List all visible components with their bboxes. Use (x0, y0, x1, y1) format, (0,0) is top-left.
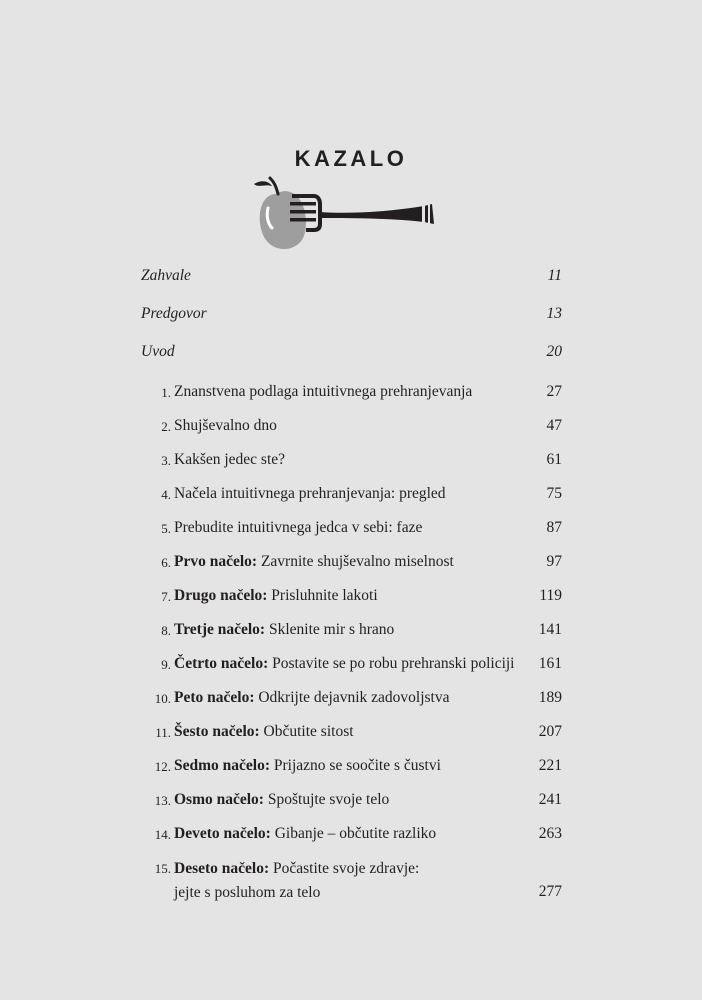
chapter-number: 1. (161, 385, 171, 400)
toc-chapter-14[interactable] (141, 820, 562, 854)
chapter-number: 12. (154, 759, 171, 774)
chapter-title: Spoštujte svoje telo (263, 791, 390, 808)
chapter-title: Odkrijte dejavnik zadovoljstva (254, 689, 450, 706)
chapter-principle: Deseto načelo: (174, 860, 270, 877)
chapter-page: 97 (546, 553, 562, 570)
chapter-principle: Deveto načelo: (174, 825, 271, 842)
toc-entry-label: Uvod (141, 343, 175, 360)
chapter-page: 87 (546, 519, 562, 536)
chapter-number: 14. (154, 827, 171, 842)
chapter-title: Prisluhnite lakoti (267, 587, 378, 604)
chapter-page: 161 (538, 655, 562, 672)
chapter-number: 13. (154, 793, 171, 808)
chapter-principle: Sedmo načelo: (174, 757, 271, 774)
chapter-title: Zavrnite shujševalno miselnost (257, 553, 454, 570)
toc-chapter-5[interactable] (141, 514, 562, 548)
chapter-title: Počastite svoje zdravje: (269, 860, 420, 877)
chapter-title: Postavite se po robu prehranski policiji (268, 655, 515, 672)
chapter-number: 3. (161, 453, 171, 468)
chapter-principle: Šesto načelo: (174, 723, 260, 740)
toc-chapter-8[interactable] (141, 616, 562, 650)
chapter-number: 8. (161, 623, 171, 638)
chapter-title: Sklenite mir s hrano (265, 621, 395, 638)
toc-chapter-4[interactable] (141, 480, 562, 514)
chapter-page: 189 (538, 689, 562, 706)
toc-chapter-10[interactable] (141, 684, 562, 718)
chapter-page: 47 (546, 417, 562, 434)
toc-entry-page: 11 (547, 267, 562, 284)
toc-chapter-11[interactable] (141, 718, 562, 752)
toc-entry-page: 20 (546, 343, 562, 360)
chapter-number: 6. (161, 555, 171, 570)
chapter-principle: Tretje načelo: (174, 621, 266, 638)
toc-chapter-3[interactable] (141, 446, 562, 480)
chapter-principle: Četrto načelo: (174, 655, 269, 672)
table-of-contents (141, 262, 562, 902)
chapter-page: 141 (538, 621, 562, 638)
chapter-number: 11. (155, 725, 171, 740)
chapter-page: 27 (546, 383, 562, 400)
chapter-page: 241 (538, 791, 562, 808)
chapter-title: Shujševalno dno (174, 417, 277, 434)
toc-entry-predgovor[interactable] (141, 300, 562, 338)
toc-chapter-6[interactable] (141, 548, 562, 582)
chapter-number: 7. (161, 589, 171, 604)
chapter-principle: Peto načelo: (174, 689, 255, 706)
chapter-page: 207 (538, 723, 562, 740)
toc-chapter-15[interactable] (141, 854, 562, 902)
chapter-title: Znanstvena podlaga intuitivnega prehranjevanja (174, 383, 473, 400)
chapter-title: Gibanje – občutite razliko (270, 825, 437, 842)
chapter-page: 119 (539, 587, 562, 604)
toc-entry-page: 13 (546, 305, 562, 322)
apple-fork-illustration (248, 174, 444, 254)
chapter-title-continued: jejte s posluhom za telo (174, 884, 321, 901)
chapter-principle: Prvo načelo: (174, 553, 258, 570)
chapter-number: 10. (154, 691, 171, 706)
toc-chapter-7[interactable] (141, 582, 562, 616)
chapter-title: Kakšen jedec ste? (174, 451, 286, 468)
toc-chapter-12[interactable] (141, 752, 562, 786)
toc-entry-uvod[interactable] (141, 338, 562, 376)
chapter-page: 263 (538, 825, 562, 842)
chapter-title: Prijazno se soočite s čustvi (270, 757, 441, 774)
chapter-page: 221 (538, 757, 562, 774)
chapter-title: Načela intuitivnega prehranjevanja: pregled (174, 485, 446, 502)
chapter-principle: Drugo načelo: (174, 587, 268, 604)
chapter-number: 9. (161, 657, 171, 672)
chapter-principle: Osmo načelo: (174, 791, 264, 808)
chapter-page: 61 (546, 451, 562, 468)
chapter-number: 5. (161, 521, 171, 536)
chapter-number: 2. (161, 419, 171, 434)
chapter-page: 277 (538, 883, 562, 900)
chapter-number: 15. (154, 861, 171, 876)
chapter-title: Občutite sitost (259, 723, 354, 740)
toc-chapter-9[interactable] (141, 650, 562, 684)
page-title: KAZALO (294, 146, 408, 171)
toc-chapter-2[interactable] (141, 412, 562, 446)
toc-chapter-13[interactable] (141, 786, 562, 820)
chapter-page: 75 (546, 485, 562, 502)
toc-entry-label: Zahvale (141, 267, 191, 284)
chapter-number: 4. (161, 487, 171, 502)
toc-entry-zahvale[interactable] (141, 262, 562, 300)
chapter-title: Prebudite intuitivnega jedca v sebi: faze (174, 519, 423, 536)
toc-chapter-1[interactable] (141, 378, 562, 412)
toc-entry-label: Predgovor (141, 305, 207, 322)
